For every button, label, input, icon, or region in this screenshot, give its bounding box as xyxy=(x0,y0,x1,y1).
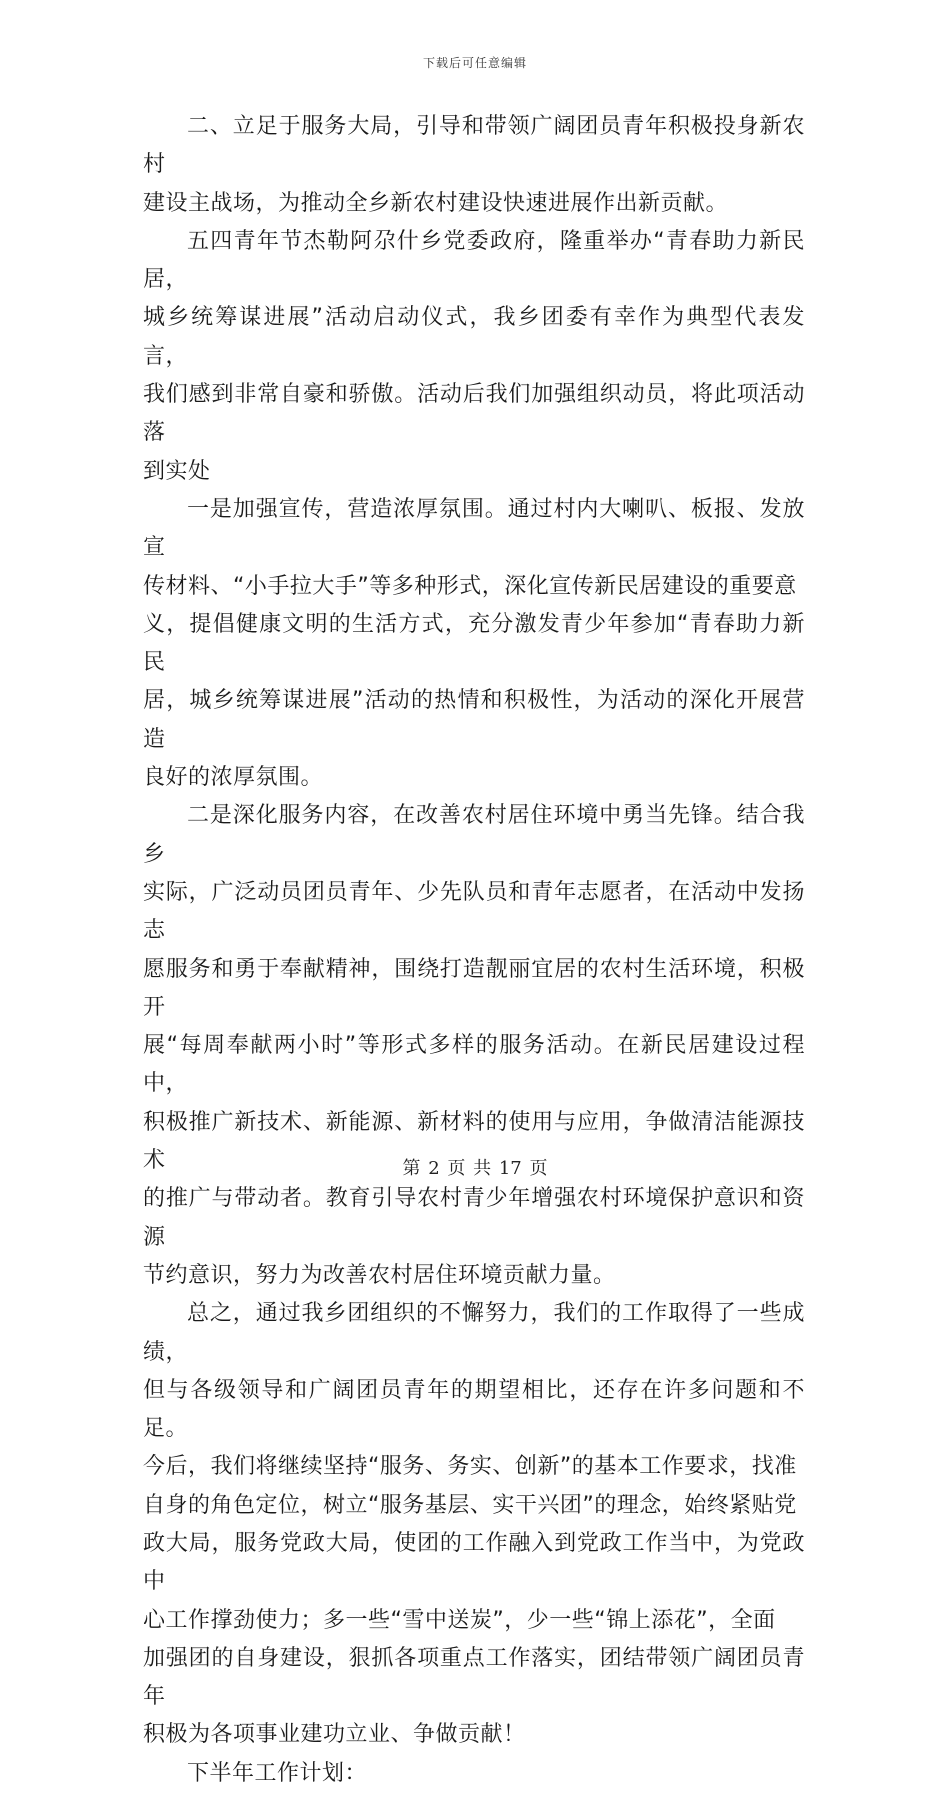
paragraph-launch-ceremony: 五四青年节杰勒阿尕什乡党委政府，隆重举办“青春助力新民居， 城乡统筹谋进展”活动启动仪式，我乡团委有幸作为典型代表发言， 我们感到非常自豪和骄傲。活动后我们加强组织动员，将此项活动落 到实处 xyxy=(143,228,805,484)
page-number: 第 2 页 共 17 页 xyxy=(402,1158,548,1179)
paragraph-service-content: 二是深化服务内容，在改善农村居住环境中勇当先锋。结合我乡 实际，广泛动员团员青年、少先队员和青年志愿者，在活动中发扬志 愿服务和勇于奉献精神，围绕打造靓丽宜居的农村生活环境，积极开 展“每周奉献两小时”等形式多样的服务活动。在新民居建设过程中， 积极推广新技术、新能源、新材料的使用与应用，争做清洁能源技术 的推广与带动者。教育引导农村青少年增强农村环境保护意识和资源 节约意识，努力为改善农村居住环境贡献力量。 xyxy=(143,803,805,1288)
paragraph-next-half-plan: 下半年工作计划： xyxy=(187,1760,368,1786)
paragraph-summary: 总之，通过我乡团组织的不懈努力，我们的工作取得了一些成绩， 但与各级领导和广阔团员青年的期望相比，还存在许多问题和不足。 今后，我们将继续坚持“服务、务实、创新”的基本工作要求，找准 自身的角色定位，树立“服务基层、实干兴团”的理念，始终紧贴党 政大局，服务党政大局，使团的工作融入到党政工作当中，为党政中 心工作撑劲使力；多一些“雪中送炭”，少一些“锦上添花”，全面 加强团的自身建设，狠抓各项重点工作落实，团结带领广阔团员青年 积极为各项事业建功立业、争做贡献！ xyxy=(143,1301,805,1748)
header-note: 下载后可任意编辑 xyxy=(422,56,527,70)
paragraph-publicity: 一是加强宣传，营造浓厚氛围。通过村内大喇叭、板报、发放宣 传材料、“小手拉大手”等多种形式，深化宣传新民居建设的重要意 义，提倡健康文明的生活方式，充分激发青少年参加“青春助力新民 居，城乡统筹谋进展”活动的热情和积极性，为活动的深化开展营造 良好的浓厚氛围。 xyxy=(143,496,805,791)
document-body xyxy=(143,108,805,1793)
paragraph-section-heading: 二、立足于服务大局，引导和带领广阔团员青年积极投身新农村 建设主战场，为推动全乡新农村建设快速进展作出新贡献。 xyxy=(143,114,805,216)
